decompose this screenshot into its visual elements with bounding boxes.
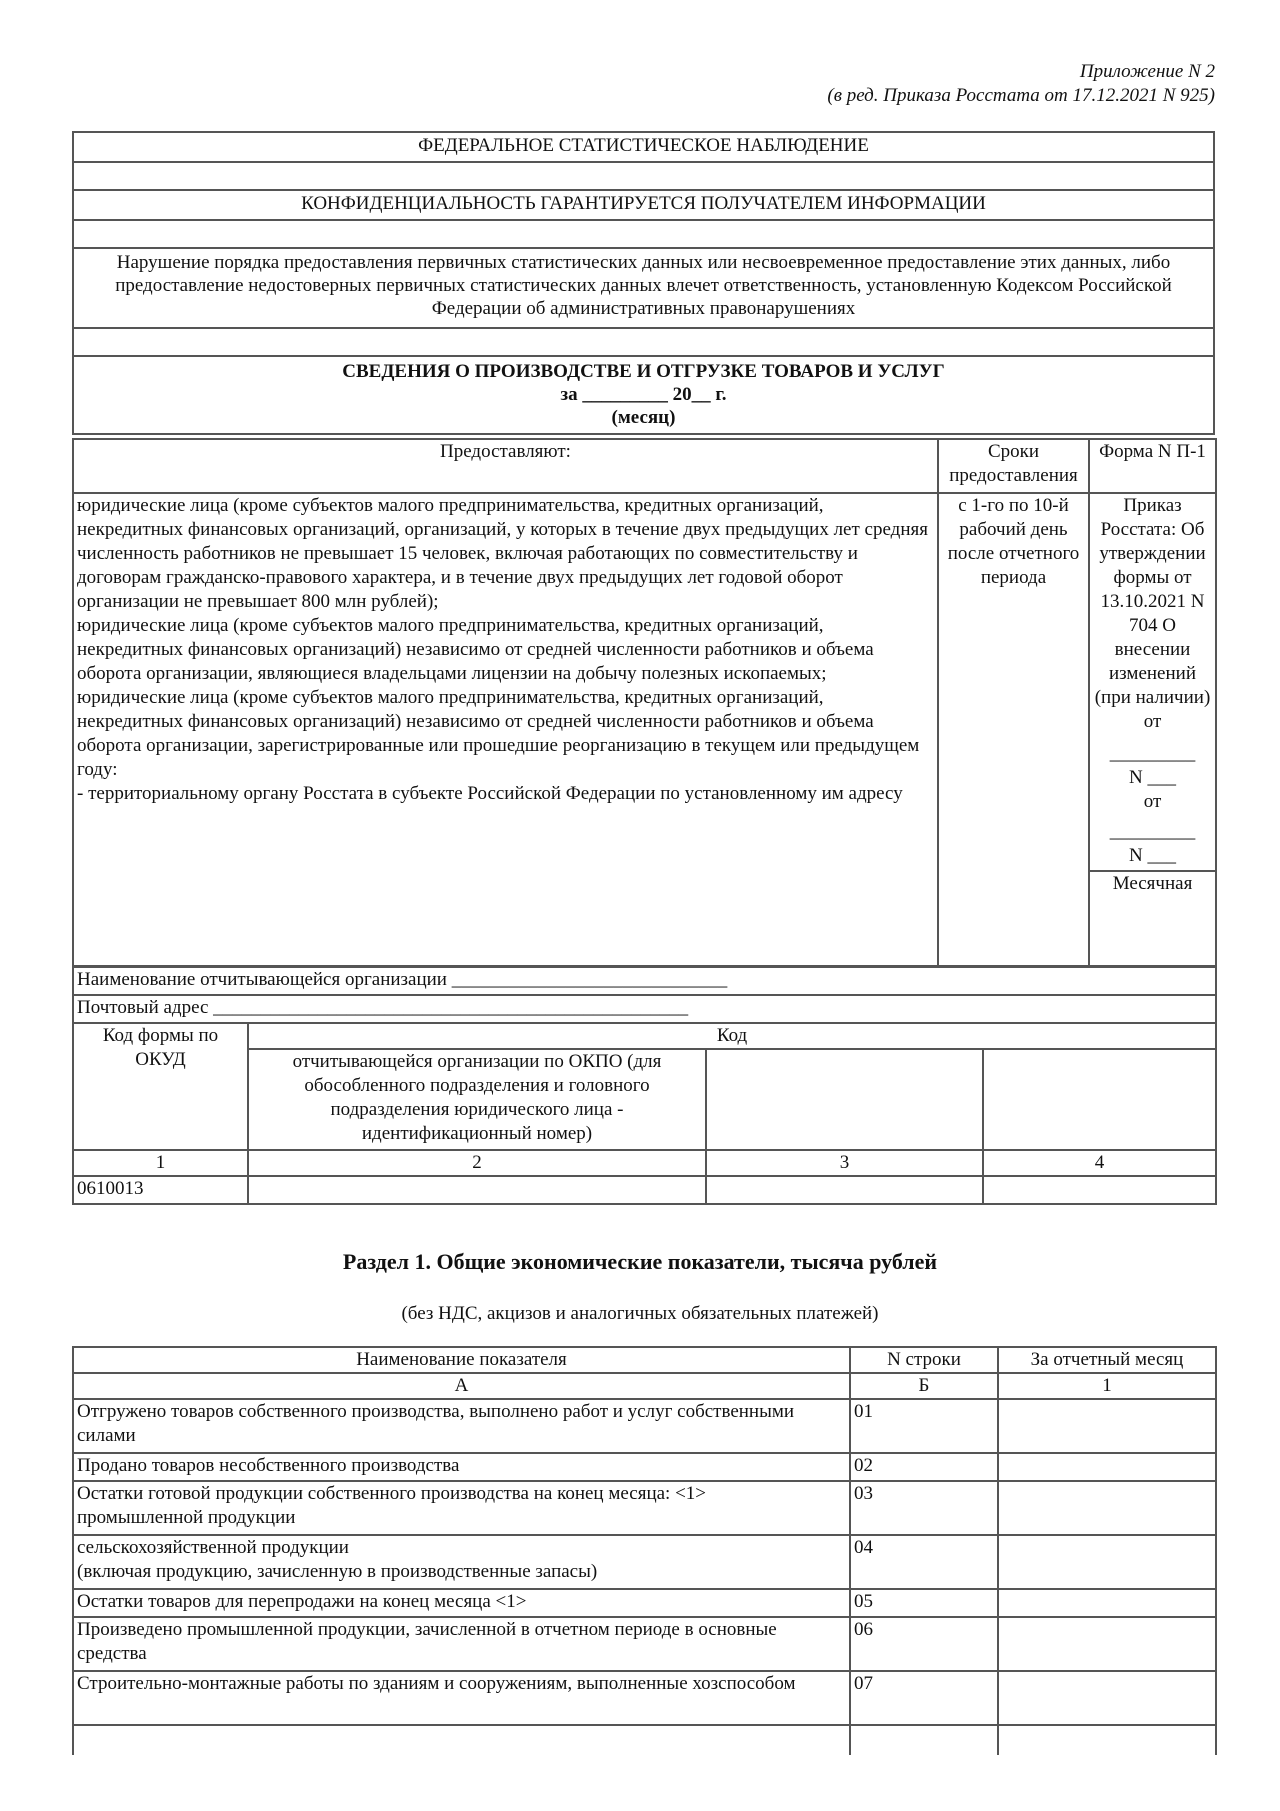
appendix-note bbox=[827, 60, 1215, 108]
form-title-block bbox=[74, 357, 1213, 433]
providers-table bbox=[72, 438, 1215, 967]
value-cell[interactable] bbox=[998, 1617, 1216, 1671]
approval-line-2: _________ bbox=[1109, 821, 1196, 842]
organization-name-field[interactable]: Наименование отчитывающейся организации _____________________________ bbox=[73, 967, 1216, 995]
table-row bbox=[73, 1617, 1216, 1671]
reporting-month-header: За отчетный месяц bbox=[998, 1347, 1216, 1373]
indicator-name-header: Наименование показателя bbox=[73, 1347, 850, 1373]
table-row bbox=[73, 1671, 1216, 1725]
value-cell[interactable] bbox=[998, 1453, 1216, 1481]
indicator-name: Строительно-монтажные работы по зданиям и сооружениям, выполненные хозспособом bbox=[73, 1671, 850, 1725]
row-number: 04 bbox=[850, 1535, 998, 1589]
approval-text: Приказ Росстата: Об утверждении формы от 13.10.2021 N 704 О внесении изменений (при наличии) от bbox=[1094, 495, 1211, 732]
row-number: 03 bbox=[850, 1481, 998, 1535]
value-cell[interactable] bbox=[998, 1481, 1216, 1535]
code-col3-value-cell[interactable] bbox=[706, 1176, 983, 1204]
code-col4-value-cell[interactable] bbox=[983, 1176, 1216, 1204]
code-col4-header bbox=[983, 1049, 1216, 1150]
providers-header: Предоставляют: bbox=[73, 439, 938, 493]
code-col3-header bbox=[706, 1049, 983, 1150]
table-row-continued bbox=[73, 1725, 1216, 1755]
table-row bbox=[73, 1453, 1216, 1481]
indicator-name: Остатки товаров для перепродажи на конец месяца <1> bbox=[73, 1589, 850, 1617]
row-number: 06 bbox=[850, 1617, 998, 1671]
row-number: 07 bbox=[850, 1671, 998, 1725]
deadline-header: Сроки предоставления bbox=[938, 439, 1089, 493]
value-cell[interactable] bbox=[998, 1671, 1216, 1725]
confidential-label: КОНФИДЕНЦИАЛЬНОСТЬ ГАРАНТИРУЕТСЯ ПОЛУЧАТЕЛЕМ ИНФОРМАЦИИ bbox=[74, 191, 1213, 221]
row-number: 05 bbox=[850, 1589, 998, 1617]
approval-number-2: N ___ bbox=[1129, 845, 1176, 866]
header-spacer-3 bbox=[74, 329, 1213, 357]
warning-text: Нарушение порядка предоставления первичных статистических данных или несвоевременное предоставление этих данных, либо предоставление недостоверных первичных статистических данных влечет ответственность, установленную Кодексом Российской Федерации об административных правонарушениях bbox=[74, 249, 1213, 329]
providers-text: юридические лица (кроме субъектов малого предпринимательства, кредитных организаций, некредитных финансовых организаций, организаций, у которых в течение двух предыдущих лет средняя численность работников не превышает 15 человек, включая работающих по совместительству и договорам гражданско-правового характера, и в течение двух предыдущих лет годовой оборот организации не превышает 800 млн рублей); юридические лица (кроме субъектов малого предпринимательства, кредитных организаций, некредитных финансовых организаций) независимо от средней численности работников и объема оборота организации, являющиеся владельцами лицензии на добычу полезных ископаемых; юридические лица (кроме субъектов малого предпринимательства, кредитных организаций, некредитных финансовых организаций) независимо от средней численности работников и объема оборота организации, зарегистрированные или прошедшие реорганизацию в текущем или предыдущем году: - территориальному органу Росстата в субъекте Российской Федерации по установленному им адресу bbox=[73, 493, 938, 966]
approval-cell bbox=[1089, 493, 1216, 966]
letter-a: А bbox=[73, 1373, 850, 1399]
table-row bbox=[73, 1589, 1216, 1617]
row-number-header: N строки bbox=[850, 1347, 998, 1373]
code-header: Код bbox=[248, 1023, 1216, 1049]
letter-1: 1 bbox=[998, 1373, 1216, 1399]
approval-from: от bbox=[1143, 791, 1162, 812]
okud-header: Код формы по ОКУД bbox=[73, 1023, 248, 1150]
header-spacer-1 bbox=[74, 163, 1213, 191]
col-number-2: 2 bbox=[248, 1150, 706, 1176]
indicator-name: Произведено промышленной продукции, зачисленной в отчетном периоде в основные средства bbox=[73, 1617, 850, 1671]
row-number: 02 bbox=[850, 1453, 998, 1481]
table-row bbox=[73, 1399, 1216, 1453]
value-cell[interactable] bbox=[998, 1535, 1216, 1589]
section1-subtitle: (без НДС, акцизов и аналогичных обязательных платежей) bbox=[401, 1303, 879, 1324]
form-title: СВЕДЕНИЯ О ПРОИЗВОДСТВЕ И ОТГРУЗКЕ ТОВАРОВ И УСЛУГ bbox=[342, 361, 945, 382]
approval-number-1: N ___ bbox=[1129, 767, 1176, 788]
form-period: за _________ 20__ г. bbox=[560, 384, 727, 405]
indicator-name: Отгружено товаров собственного производства, выполнено работ и услуг собственными силами bbox=[73, 1399, 850, 1453]
value-cell[interactable] bbox=[998, 1399, 1216, 1453]
row-number: 01 bbox=[850, 1399, 998, 1453]
organization-table bbox=[72, 966, 1215, 1205]
table-row bbox=[73, 1481, 1216, 1535]
appendix-edition: (в ред. Приказа Росстата от 17.12.2021 N 925) bbox=[827, 85, 1215, 106]
periodicity: Месячная bbox=[1090, 870, 1215, 896]
table-row bbox=[73, 1535, 1216, 1589]
section1-title: Раздел 1. Общие экономические показатели, тысяча рублей bbox=[342, 1249, 938, 1274]
header-spacer-2 bbox=[74, 221, 1213, 249]
federal-observation-label: ФЕДЕРАЛЬНОЕ СТАТИСТИЧЕСКОЕ НАБЛЮДЕНИЕ bbox=[74, 133, 1213, 163]
value-cell[interactable] bbox=[998, 1589, 1216, 1617]
approval-line-1: _________ bbox=[1109, 743, 1196, 764]
appendix-title: Приложение N 2 bbox=[1079, 61, 1215, 82]
indicator-name: Продано товаров несобственного производства bbox=[73, 1453, 850, 1481]
section1-table bbox=[72, 1346, 1215, 1755]
okud-value: 0610013 bbox=[73, 1176, 248, 1204]
header-block bbox=[72, 131, 1215, 435]
okpo-header: отчитывающейся организации по ОКПО (для обособленного подразделения и головного подразделения юридического лица - идентификационный номер) bbox=[248, 1049, 706, 1150]
indicator-name: сельскохозяйственной продукции (включая продукцию, зачисленную в производственные запасы) bbox=[73, 1535, 850, 1589]
form-period-hint: (месяц) bbox=[611, 407, 676, 428]
form-number-header: Форма N П-1 bbox=[1089, 439, 1216, 493]
indicator-name: Остатки готовой продукции собственного производства на конец месяца: <1> промышленной продукции bbox=[73, 1481, 850, 1535]
col-number-4: 4 bbox=[983, 1150, 1216, 1176]
postal-address-field[interactable]: Почтовый адрес __________________________________________________ bbox=[73, 995, 1216, 1023]
col-number-3: 3 bbox=[706, 1150, 983, 1176]
deadline-text: с 1-го по 10-й рабочий день после отчетного периода bbox=[938, 493, 1089, 966]
letter-b: Б bbox=[850, 1373, 998, 1399]
col-number-1: 1 bbox=[73, 1150, 248, 1176]
okpo-value-cell[interactable] bbox=[248, 1176, 706, 1204]
